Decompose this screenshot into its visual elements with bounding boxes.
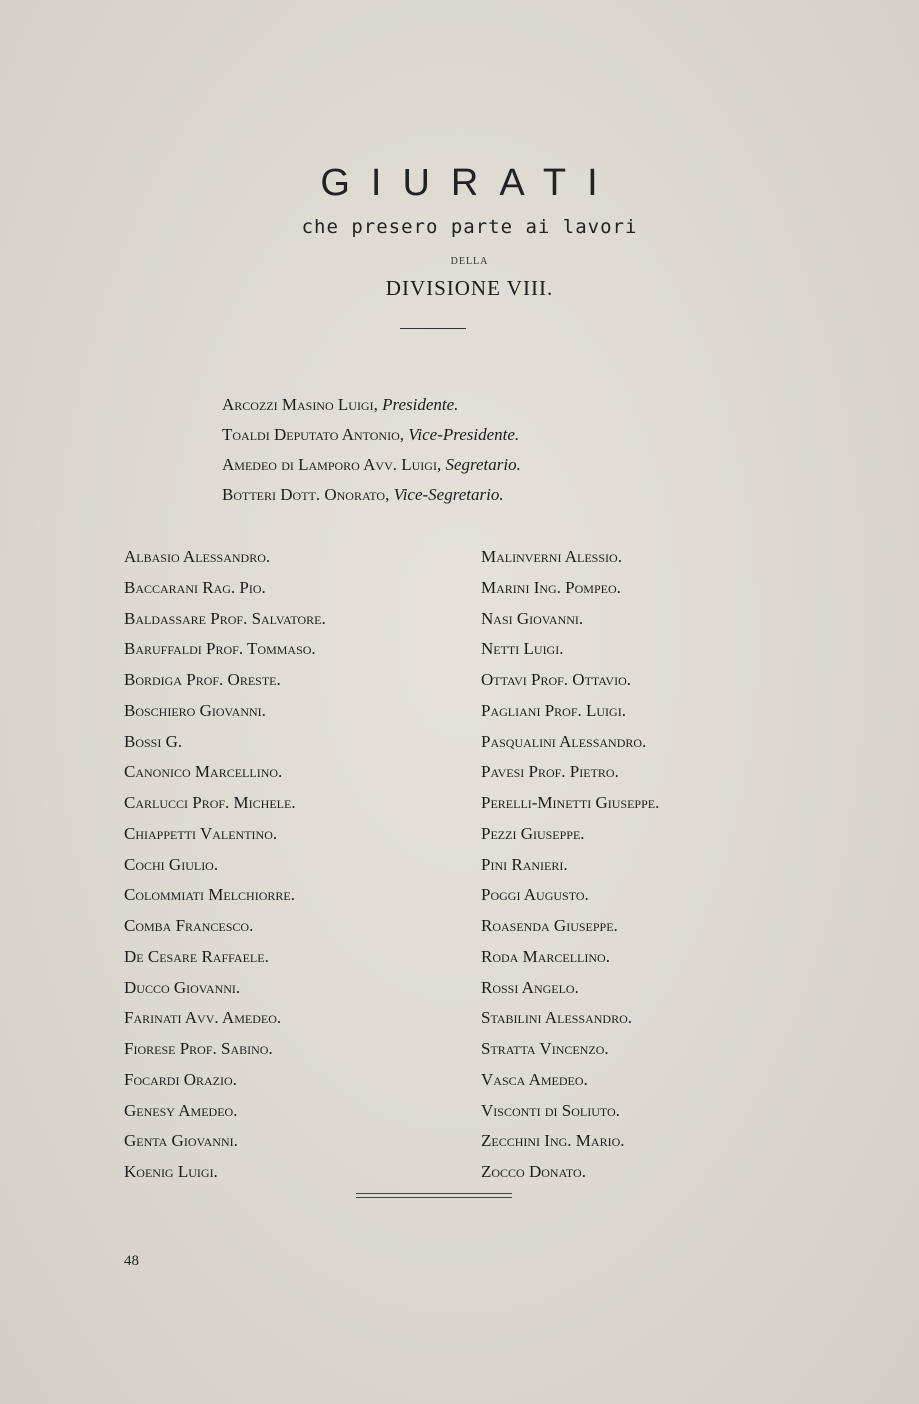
juror-name: Albasio Alessandro. [124, 547, 271, 566]
officers-list [222, 390, 782, 510]
juror-name: Stratta Vincenzo. [481, 1039, 609, 1058]
jurors-right-column [481, 542, 801, 1188]
officer-name: Toaldi Deputato Antonio, [222, 425, 405, 444]
juror-name: Pini Ranieri. [481, 854, 568, 874]
juror-name: Perelli-Minetti Giuseppe. [481, 793, 660, 812]
officer-line [222, 420, 782, 450]
juror-name: Genta Giovanni. [124, 1131, 238, 1151]
juror-name: Poggi Augusto. [481, 885, 589, 905]
juror-name: Zocco Donato. [481, 1162, 586, 1181]
juror-name: Genesy Amedeo. [124, 1100, 238, 1120]
juror-name: Carlucci Prof. Michele. [124, 793, 296, 812]
juror-name: Roasenda Giuseppe. [481, 916, 618, 935]
juror-name: Cochi Giulio. [124, 854, 219, 874]
juror-name: Marini Ing. Pompeo. [481, 577, 621, 597]
juror-name: Rossi Angelo. [481, 977, 579, 997]
juror-name: Stabilini Alessandro. [481, 1008, 632, 1028]
juror-name: Baldassare Prof. Salvatore. [124, 608, 326, 628]
juror-name: Chiappetti Valentino. [124, 823, 278, 843]
division-heading: DIVISIONE VIII. [385, 276, 554, 300]
officer-role: Vice-Presidente. [408, 425, 520, 444]
jurors-left-column [124, 542, 464, 1188]
juror-name: Visconti di Soliuto. [481, 1100, 620, 1120]
juror-name: Nasi Giovanni. [481, 608, 584, 628]
juror-name: Zecchini Ing. Mario. [481, 1131, 625, 1151]
officer-role: Segretario. [445, 455, 521, 474]
end-double-rule [356, 1193, 512, 1198]
juror-name: De Cesare Raffaele. [124, 946, 269, 966]
juror-name: Koenig Luigi. [124, 1162, 218, 1181]
juror-name: Bordiga Prof. Oreste. [124, 670, 281, 689]
officer-name: Arcozzi Masino Luigi, [222, 395, 378, 414]
juror-name: Focardi Orazio. [124, 1069, 237, 1089]
juror-name: Baruffaldi Prof. Tommaso. [124, 639, 316, 659]
juror-name: Ottavi Prof. Ottavio. [481, 670, 631, 689]
juror-name: Boschiero Giovanni. [124, 700, 266, 720]
juror-name: Pagliani Prof. Luigi. [481, 700, 626, 720]
officer-name: Botteri Dott. Onorato, [222, 485, 390, 504]
officer-name: Amedeo di Lamporo Avv. Luigi, [222, 455, 442, 474]
juror-name: Ducco Giovanni. [124, 977, 241, 997]
page-subtitle: che presero parte ai lavori [301, 216, 638, 238]
della-label: DELLA [450, 256, 489, 267]
officer-role: Vice-Segretario. [393, 485, 504, 504]
juror-name: Canonico Marcellino. [124, 762, 283, 782]
juror-name: Netti Luigi. [481, 639, 564, 659]
juror-name: Bossi G. [124, 731, 183, 751]
juror-name: Pavesi Prof. Pietro. [481, 762, 619, 782]
juror-name: Comba Francesco. [124, 916, 254, 935]
officer-line [222, 390, 782, 420]
juror-name: Malinverni Alessio. [481, 547, 622, 566]
section-divider [400, 328, 466, 329]
juror-name: Vasca Amedeo. [481, 1069, 588, 1089]
juror-name: Farinati Avv. Amedeo. [124, 1008, 282, 1028]
page-number: 48 [124, 1253, 139, 1269]
officer-role: Presidente. [382, 395, 459, 414]
juror-name: Baccarani Rag. Pio. [124, 577, 266, 597]
officer-line [222, 450, 782, 480]
officer-line [222, 480, 782, 510]
juror-name: Colommiati Melchiorre. [124, 885, 295, 905]
juror-name: Roda Marcellino. [481, 946, 610, 966]
juror-name: Fiorese Prof. Sabino. [124, 1039, 273, 1058]
juror-name: Pezzi Giuseppe. [481, 823, 585, 843]
juror-name: Pasqualini Alessandro. [481, 731, 647, 751]
page-title: GIURATI [320, 162, 619, 204]
